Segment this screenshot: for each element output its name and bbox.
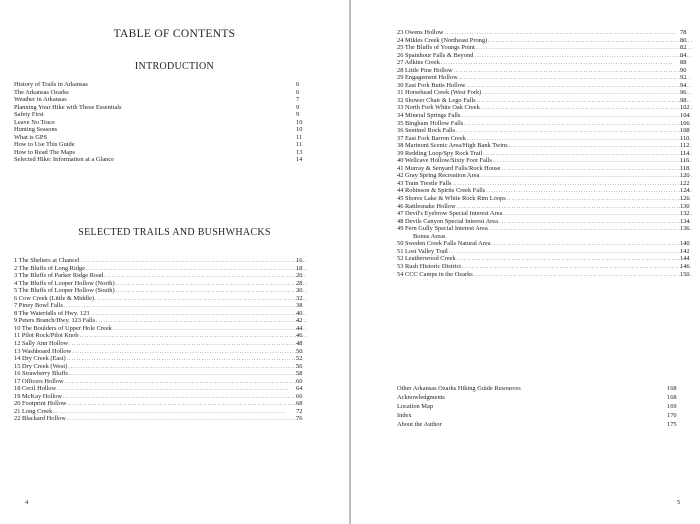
intro-entry [14,149,308,157]
trail-entry [397,248,693,256]
trail-entry [397,142,693,150]
dot-leader [116,280,307,288]
entry-title: 3 The Bluffs of Parker Ridge Road [14,272,104,280]
dot-leader [486,187,692,195]
entry-title: 18 Cecil Hollow [14,385,57,393]
entry-title: 22 Blackard Hollow [14,415,66,423]
entry-title: 12 Sally Ann Hollow [14,340,69,348]
dot-leader [499,218,692,226]
entry-title: Acknowledgments [397,393,445,401]
entry-title: 40 Wellcave Hollow/Sixty Foot Falls [397,157,492,165]
trail-entry [14,400,308,408]
entry-title: 44 Robinson & Spirits Creek Falls [397,187,486,195]
back-matter-list [397,385,693,429]
entry-page-number: 146 [680,262,690,270]
entry-title: 24 Mikles Creek (Northeast Prong) [397,36,488,44]
dot-leader [96,317,307,325]
entry-page-number: 96 [680,89,687,97]
entry-page-number: 120 [680,172,690,180]
entry-page-number: 6 [296,88,300,96]
trail-entry [397,180,693,188]
dot-leader [476,44,692,52]
entry-page-number: 72 [296,407,303,415]
trail-entry [14,363,308,371]
entry-page-number: 175 [667,420,677,428]
entry-title: 31 Horsehead Creek (West Fork) [397,89,482,97]
entry-title: 27 Adkins Creek [397,59,440,67]
entry-title: Location Map [397,402,434,410]
back-matter-entry [397,421,693,430]
dot-leader [80,332,307,340]
trail-entry [14,340,308,348]
entry-page-number: 32 [296,294,303,302]
intro-entry [14,156,308,164]
entry-title: 39 Redding Loop/Spy Rock Trail [397,149,483,157]
entry-page-number: 14 [296,156,303,164]
trail-entry [14,302,308,310]
dot-leader [483,150,692,158]
entry-title: 54 CCC Camps in the Ozarks [397,270,473,278]
entry-page-number: 66 [296,392,303,400]
entry-page-number: 38 [296,302,303,310]
trail-entry [397,263,693,271]
entry-page-number: 11 [296,141,303,149]
entry-page-number: 10 [296,126,303,134]
dot-leader [53,408,307,416]
dot-leader [65,378,307,386]
entry-page-number: 168 [667,393,677,401]
entry-page-number: 144 [680,255,690,263]
entry-title: 15 Dry Creek (West) [14,362,68,370]
dot-leader [456,127,692,135]
entry-title: 1 The Shelters at Chancel [14,257,80,264]
entry-page-number: 16 [296,257,303,264]
introduction-heading: INTRODUCTION [134,61,215,72]
entry-page-number: 168 [667,384,677,392]
entry-page-number: 30 [296,287,303,295]
intro-entry [14,111,308,119]
entry-page-number: 142 [680,247,690,255]
dot-leader [57,385,307,393]
dot-leader [68,400,307,408]
entry-title: 19 McKay Hollow [14,392,62,400]
entry-page-number: 130 [680,202,690,210]
entry-title: Bonus Areas [413,232,446,240]
dot-leader [509,142,692,150]
dot-leader [69,340,307,348]
trail-entry [397,29,693,37]
entry-title: 46 Rattlesnake Hollow [397,202,456,210]
dot-leader [67,355,307,363]
entry-title: 33 North Fork White Oak Creek [397,104,480,112]
entry-page-number: 112 [680,142,690,150]
trail-entry [14,280,308,288]
entry-title: 28 Little Pine Hollow [397,66,453,74]
entry-page-number: 134 [680,217,690,225]
entry-title: 26 Spainhour Falls & Beyond [397,51,474,59]
entry-title: 16 Strawberry Bluffs [14,370,68,378]
dot-leader [481,104,692,112]
entry-title: 5 The Bluffs of Looper Hollow (South) [14,287,115,295]
trail-entry [14,332,308,340]
entry-title: 8 The Waterfalls of Hwy. 123 [14,309,90,317]
intro-entry [14,141,308,149]
trail-entry [397,127,693,135]
entry-title: What is GPS [14,133,48,141]
entry-page-number: 94 [680,81,687,89]
trail-entry [397,150,693,158]
dot-leader [72,348,307,356]
trail-entry [397,240,693,248]
entry-title: 42 Gray Spring Recreation Area [397,172,480,180]
entry-page-number: 82 [680,44,687,52]
trail-entry [14,257,308,265]
dot-leader [104,272,307,280]
entry-page-number: 60 [296,377,303,385]
entry-page-number: 44 [296,324,303,332]
entry-page-number: 102 [680,104,690,112]
trail-entry [397,203,693,211]
trail-entry [397,37,693,45]
entry-title: Weather in Arkansas [14,96,67,104]
entry-page-number: 132 [680,210,690,218]
dot-leader [445,29,692,37]
entry-title: 37 East Fork Barron Creek [397,134,466,142]
entry-title: The Arkansas Ozarks [14,88,69,96]
trail-entry [14,287,308,295]
trail-entry [14,265,308,273]
entry-page-number: 104 [680,112,690,120]
entry-page-number: 92 [680,74,687,82]
trail-entry [14,393,308,401]
trail-entry [397,59,693,67]
entry-page-number: 9 [296,111,300,119]
entry-page-number: 106 [680,119,690,127]
entry-title: Selected Hike: Information at a Glance [14,156,114,164]
entry-page-number: 98 [680,96,687,104]
entry-page-number: 20 [296,272,303,280]
dot-leader [86,265,307,273]
dot-leader [501,165,692,173]
entry-page-number: 150 [680,270,690,278]
entry-page-number: 13 [296,148,303,156]
entry-title: 20 Footprint Hollow [14,400,67,408]
entry-title: Hunting Seasons [14,126,58,134]
entry-title: How to Read The Maps [14,148,75,156]
trail-entry [14,317,308,325]
entry-title: 43 Train Trestle Falls [397,179,452,187]
entry-title: 32 Shower Chair & Lego Falls [397,96,476,104]
trail-entry [397,225,693,233]
entry-page-number: 116 [680,157,690,165]
trail-entry [397,233,693,241]
back-matter-entry [397,394,693,403]
entry-page-number: 78 [680,29,687,36]
dot-leader [449,248,692,256]
intro-entry [14,126,308,134]
selected-trails-heading: SELECTED TRAILS AND BUSHWHACKS [78,227,271,238]
trail-entry [397,157,693,165]
page-number-left: 4 [25,499,29,506]
entry-title: Safety First [14,111,44,119]
dot-leader [492,240,692,248]
dot-leader [81,257,307,265]
trail-entry [397,112,693,120]
entry-title: 17 Officers Hollow [14,377,64,385]
trail-entry [14,385,308,393]
dot-leader [95,295,307,303]
entry-page-number: 10 [296,118,303,126]
entry-title: 38 Marinoni Scenic Area/High Bank Twins [397,142,508,150]
entry-title: 45 Shores Lake & White Rock Rim Loops [397,195,506,203]
entry-title: 6 Cow Creek (Little & Middle) [14,294,95,302]
entry-page-number: 48 [296,340,303,348]
entry-title: How to Use This Guide [14,141,75,149]
entry-page-number: 124 [680,187,690,195]
intro-entry [14,104,308,112]
entry-title: 4 The Bluffs of Looper Hollow (North) [14,279,115,287]
entry-title: 13 Washboard Hollow [14,347,72,355]
dot-leader [488,37,692,45]
dot-leader [116,287,307,295]
dot-leader [467,82,692,90]
entry-title: 49 Fern Gully Special Interest Area [397,225,488,233]
dot-leader [91,310,307,318]
entry-title: 14 Dry Creek (East) [14,355,66,363]
trail-entry [397,97,693,105]
intro-entry [14,81,308,89]
trail-entry [397,89,693,97]
entry-title: 9 Peters Branch/Hwy. 123 Falls [14,317,96,325]
entry-page-number: 6 [296,81,300,88]
entry-title: 21 Long Creek [14,407,53,415]
left-page [0,0,349,524]
dot-leader [480,172,692,180]
entry-page-number: 68 [296,400,303,408]
trail-entry [397,74,693,82]
entry-title: History of Trails in Arkansas [14,81,88,88]
entry-page-number: 52 [296,355,303,363]
entry-page-number: 80 [680,36,687,44]
dot-leader [489,225,692,233]
dot-leader [477,97,692,105]
entry-page-number: 136 [680,225,690,233]
trail-entry [397,82,693,90]
entry-page-number: 110 [680,134,690,142]
entry-page-number: 58 [296,370,303,378]
entry-page-number: 126 [680,195,690,203]
entry-page-number: 170 [667,411,677,419]
entry-title: 51 Lost Valley Trail [397,247,448,255]
entry-page-number: 46 [296,332,303,340]
dot-leader [503,210,692,218]
trail-entry [397,165,693,173]
trail-entry [397,271,693,279]
entry-page-number: 108 [680,127,690,135]
entry-page-number: 122 [680,179,690,187]
page-number-right: 5 [677,499,681,506]
entry-title: 34 Mineral Springs Falls [397,112,461,120]
trail-entry [14,310,308,318]
trail-entry [14,325,308,333]
trail-entry [397,67,693,75]
trail-entry [14,348,308,356]
back-matter-entry [397,403,693,412]
trail-entry [14,370,308,378]
dot-leader [67,415,307,423]
dot-leader [68,363,307,371]
dot-leader [467,135,692,143]
intro-entry [14,96,308,104]
back-matter-entry [397,385,693,394]
entry-page-number: 28 [296,279,303,287]
entry-title: 41 Murray & Senyard Falls/Rock House [397,164,501,172]
trail-entry [397,218,693,226]
trail-entry [14,272,308,280]
trail-entry [397,135,693,143]
entry-title: 10 The Boulders of Upper Hole Creek [14,324,112,332]
dot-leader [462,263,692,271]
entry-title: 7 Piney Bowl Falls [14,302,63,310]
entry-title: 36 Sentinel Rock Falls [397,127,456,135]
entry-title: 47 Devil's Eyebrow Special Interest Area [397,210,503,218]
dot-leader [69,370,307,378]
dot-leader [457,255,692,263]
intro-entry [14,119,308,127]
entry-title: 2 The Bluffs of Long Ridge [14,264,85,272]
back-matter-entry [397,412,693,421]
entry-title: Planning Your Hike with These Essentials [14,103,122,111]
trail-entry [397,120,693,128]
entry-title: Leave No Trace [14,118,55,126]
entry-page-number: 88 [680,59,687,67]
entry-title: 50 Sweden Creek Falls Natural Area [397,240,491,248]
toc-title: TABLE OF CONTENTS [113,28,236,40]
dot-leader [457,203,692,211]
trail-entry [397,44,693,52]
entry-page-number: 56 [296,362,303,370]
entry-title: 53 Rush Historic District [397,262,462,270]
trail-entry [397,172,693,180]
dot-leader [453,180,692,188]
dot-leader [454,67,692,75]
entry-title: 52 Leatherwood Creek [397,255,456,263]
entry-page-number: 9 [296,103,300,111]
dot-leader [474,271,692,279]
dot-leader [493,157,692,165]
intro-entry [14,134,308,142]
entry-page-number: 40 [296,309,303,317]
entry-page-number: 64 [296,385,303,393]
entry-page-number: 114 [680,149,690,157]
right-page [351,0,700,524]
entry-title: 23 Owens Hollow [397,29,444,36]
entry-title: Other Arkansas Ozarks Hiking Guide Resources [397,384,521,392]
entry-title: 11 Pilot Rock/Pilot Knob [14,332,79,340]
dot-leader [459,74,692,82]
dot-leader [63,393,307,401]
trail-entry [14,408,308,416]
entry-title: 35 Bingham Hollow Falls [397,119,464,127]
dot-leader [474,52,692,60]
entry-title: Index [397,411,412,419]
entry-page-number: 42 [296,317,303,325]
entry-page-number: 84 [680,51,687,59]
dot-leader [507,195,692,203]
entry-page-number: 7 [296,96,300,104]
entry-page-number: 140 [680,240,690,248]
entry-page-number: 90 [680,66,687,74]
entry-page-number: 11 [296,133,303,141]
entry-page-number: 76 [296,415,303,423]
dot-leader [464,120,692,128]
trail-list-right [397,29,693,278]
trail-entry [397,187,693,195]
trail-entry [14,415,308,423]
entry-page-number: 18 [296,264,303,272]
entry-page-number: 50 [296,347,303,355]
dot-leader [461,112,692,120]
trail-entry [14,378,308,386]
trail-entry [14,295,308,303]
entry-title: 25 The Bluffs of Youngs Point [397,44,475,52]
trail-entry [397,195,693,203]
trail-entry [397,104,693,112]
dot-leader [482,89,692,97]
trail-list-left [14,257,308,423]
dot-leader [441,59,692,67]
entry-title: 30 East Fork Butts Hollow [397,81,466,89]
dot-leader [64,302,307,310]
entry-title: 29 Engagement Hollow [397,74,458,82]
trail-entry [397,255,693,263]
introduction-list [14,81,308,164]
entry-page-number: 169 [667,402,677,410]
dot-leader [113,325,307,333]
trail-entry [14,355,308,363]
trail-entry [397,52,693,60]
entry-title: About the Author [397,420,442,428]
trail-entry [397,210,693,218]
entry-title: 48 Devils Canyon Special Interest Area [397,217,498,225]
entry-page-number: 118 [680,164,690,172]
intro-entry [14,89,308,97]
